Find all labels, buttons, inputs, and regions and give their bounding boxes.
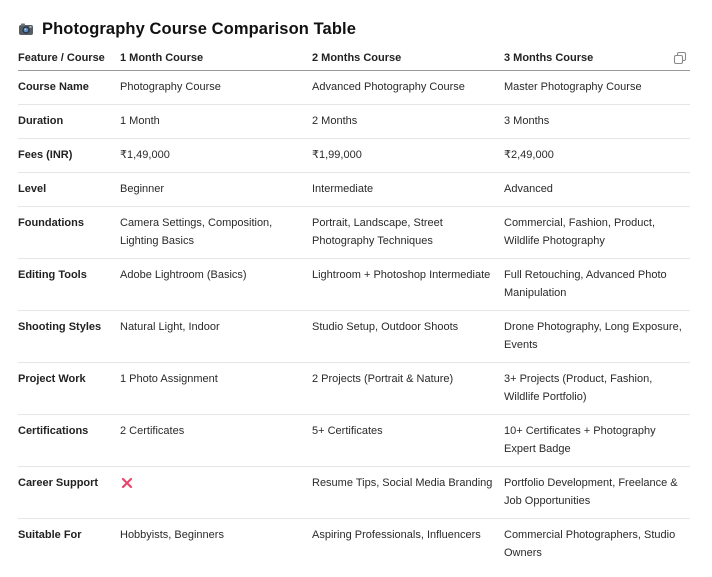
row-feature: Foundations — [18, 207, 120, 259]
cell-3-months: 3+ Projects (Product, Fashion, Wildlife Portfolio) — [504, 363, 690, 415]
cell-2-months: 2 Projects (Portrait & Nature) — [312, 363, 504, 415]
cell-3-months: Commercial, Fashion, Product, Wildlife Photography — [504, 207, 690, 259]
cell-1-month: 2 Certificates — [120, 415, 312, 467]
table-row — [18, 139, 690, 173]
cell-2-months: Portrait, Landscape, Street Photography Techniques — [312, 207, 504, 259]
cell-2-months: Aspiring Professionals, Influencers — [312, 529, 481, 541]
table-header-row — [18, 46, 690, 71]
cell-1-month: Natural Light, Indoor — [120, 311, 312, 363]
cell-1-month: Camera Settings, Composition, Lighting Basics — [120, 207, 312, 259]
table-row — [18, 519, 690, 571]
cell-1-month: Photography Course — [120, 71, 312, 105]
cell-3-months: 3 Months — [504, 105, 690, 139]
cell-2-months: Advanced Photography Course — [312, 71, 504, 105]
cell-1-month — [120, 467, 312, 519]
table-row — [18, 259, 690, 311]
page-title-text: Photography Course Comparison Table — [42, 19, 356, 38]
cell-2-months: Intermediate — [312, 173, 504, 207]
row-feature: Fees (INR) — [18, 139, 120, 173]
table-row — [18, 467, 690, 519]
cell-1-month: 1 Month — [120, 105, 312, 139]
cell-2-months: Studio Setup, Outdoor Shoots — [312, 311, 504, 363]
cell-2-months: Lightroom + Photoshop Intermediate — [312, 259, 504, 311]
cell-3-months: Commercial Photographers, Studio Owners — [504, 529, 676, 559]
table-row — [18, 71, 690, 105]
cell-2-months: Resume Tips, Social Media Branding — [312, 467, 504, 519]
cell-2-months: 5+ Certificates — [312, 415, 504, 467]
cell-3-months: ₹2,49,000 — [504, 139, 690, 173]
table-row — [18, 415, 690, 467]
table-row — [18, 363, 690, 415]
row-feature: Course Name — [18, 71, 120, 105]
header-2-months: 2 Months Course — [312, 46, 504, 71]
table-row — [18, 105, 690, 139]
row-feature: Shooting Styles — [18, 311, 120, 363]
cell-1-month: 1 Photo Assignment — [120, 363, 312, 415]
row-feature: Editing Tools — [18, 259, 120, 311]
comparison-table — [18, 46, 690, 570]
cell-3-months: Portfolio Development, Freelance & Job Opportunities — [504, 467, 690, 519]
cell-1-month: Beginner — [120, 173, 312, 207]
cell-3-months: 10+ Certificates + Photography Expert Badge — [504, 415, 690, 467]
row-feature: Certifications — [18, 415, 120, 467]
cross-mark-icon — [121, 477, 133, 489]
cell-1-month: Adobe Lightroom (Basics) — [120, 259, 312, 311]
table-row — [18, 311, 690, 363]
camera-icon — [18, 22, 34, 36]
page-title — [18, 16, 356, 42]
cell-2-months: 2 Months — [312, 105, 504, 139]
cell-3-months: Drone Photography, Long Exposure, Events — [504, 311, 690, 363]
cell-3-months: Master Photography Course — [504, 71, 690, 105]
header-1-month: 1 Month Course — [120, 46, 312, 71]
row-feature: Project Work — [18, 363, 120, 415]
cell-1-month: Hobbyists, Beginners — [120, 529, 224, 541]
table-row — [18, 207, 690, 259]
row-feature: Suitable For — [18, 529, 82, 541]
header-3-months: 3 Months Course — [504, 46, 690, 71]
cell-2-months: ₹1,99,000 — [312, 139, 504, 173]
cell-3-months: Advanced — [504, 173, 690, 207]
row-feature: Level — [18, 173, 120, 207]
table-row — [18, 173, 690, 207]
row-feature: Duration — [18, 105, 120, 139]
header-feature: Feature / Course — [18, 46, 120, 71]
row-feature: Career Support — [18, 467, 120, 519]
cell-3-months: Full Retouching, Advanced Photo Manipulation — [504, 259, 690, 311]
cell-1-month: ₹1,49,000 — [120, 139, 312, 173]
